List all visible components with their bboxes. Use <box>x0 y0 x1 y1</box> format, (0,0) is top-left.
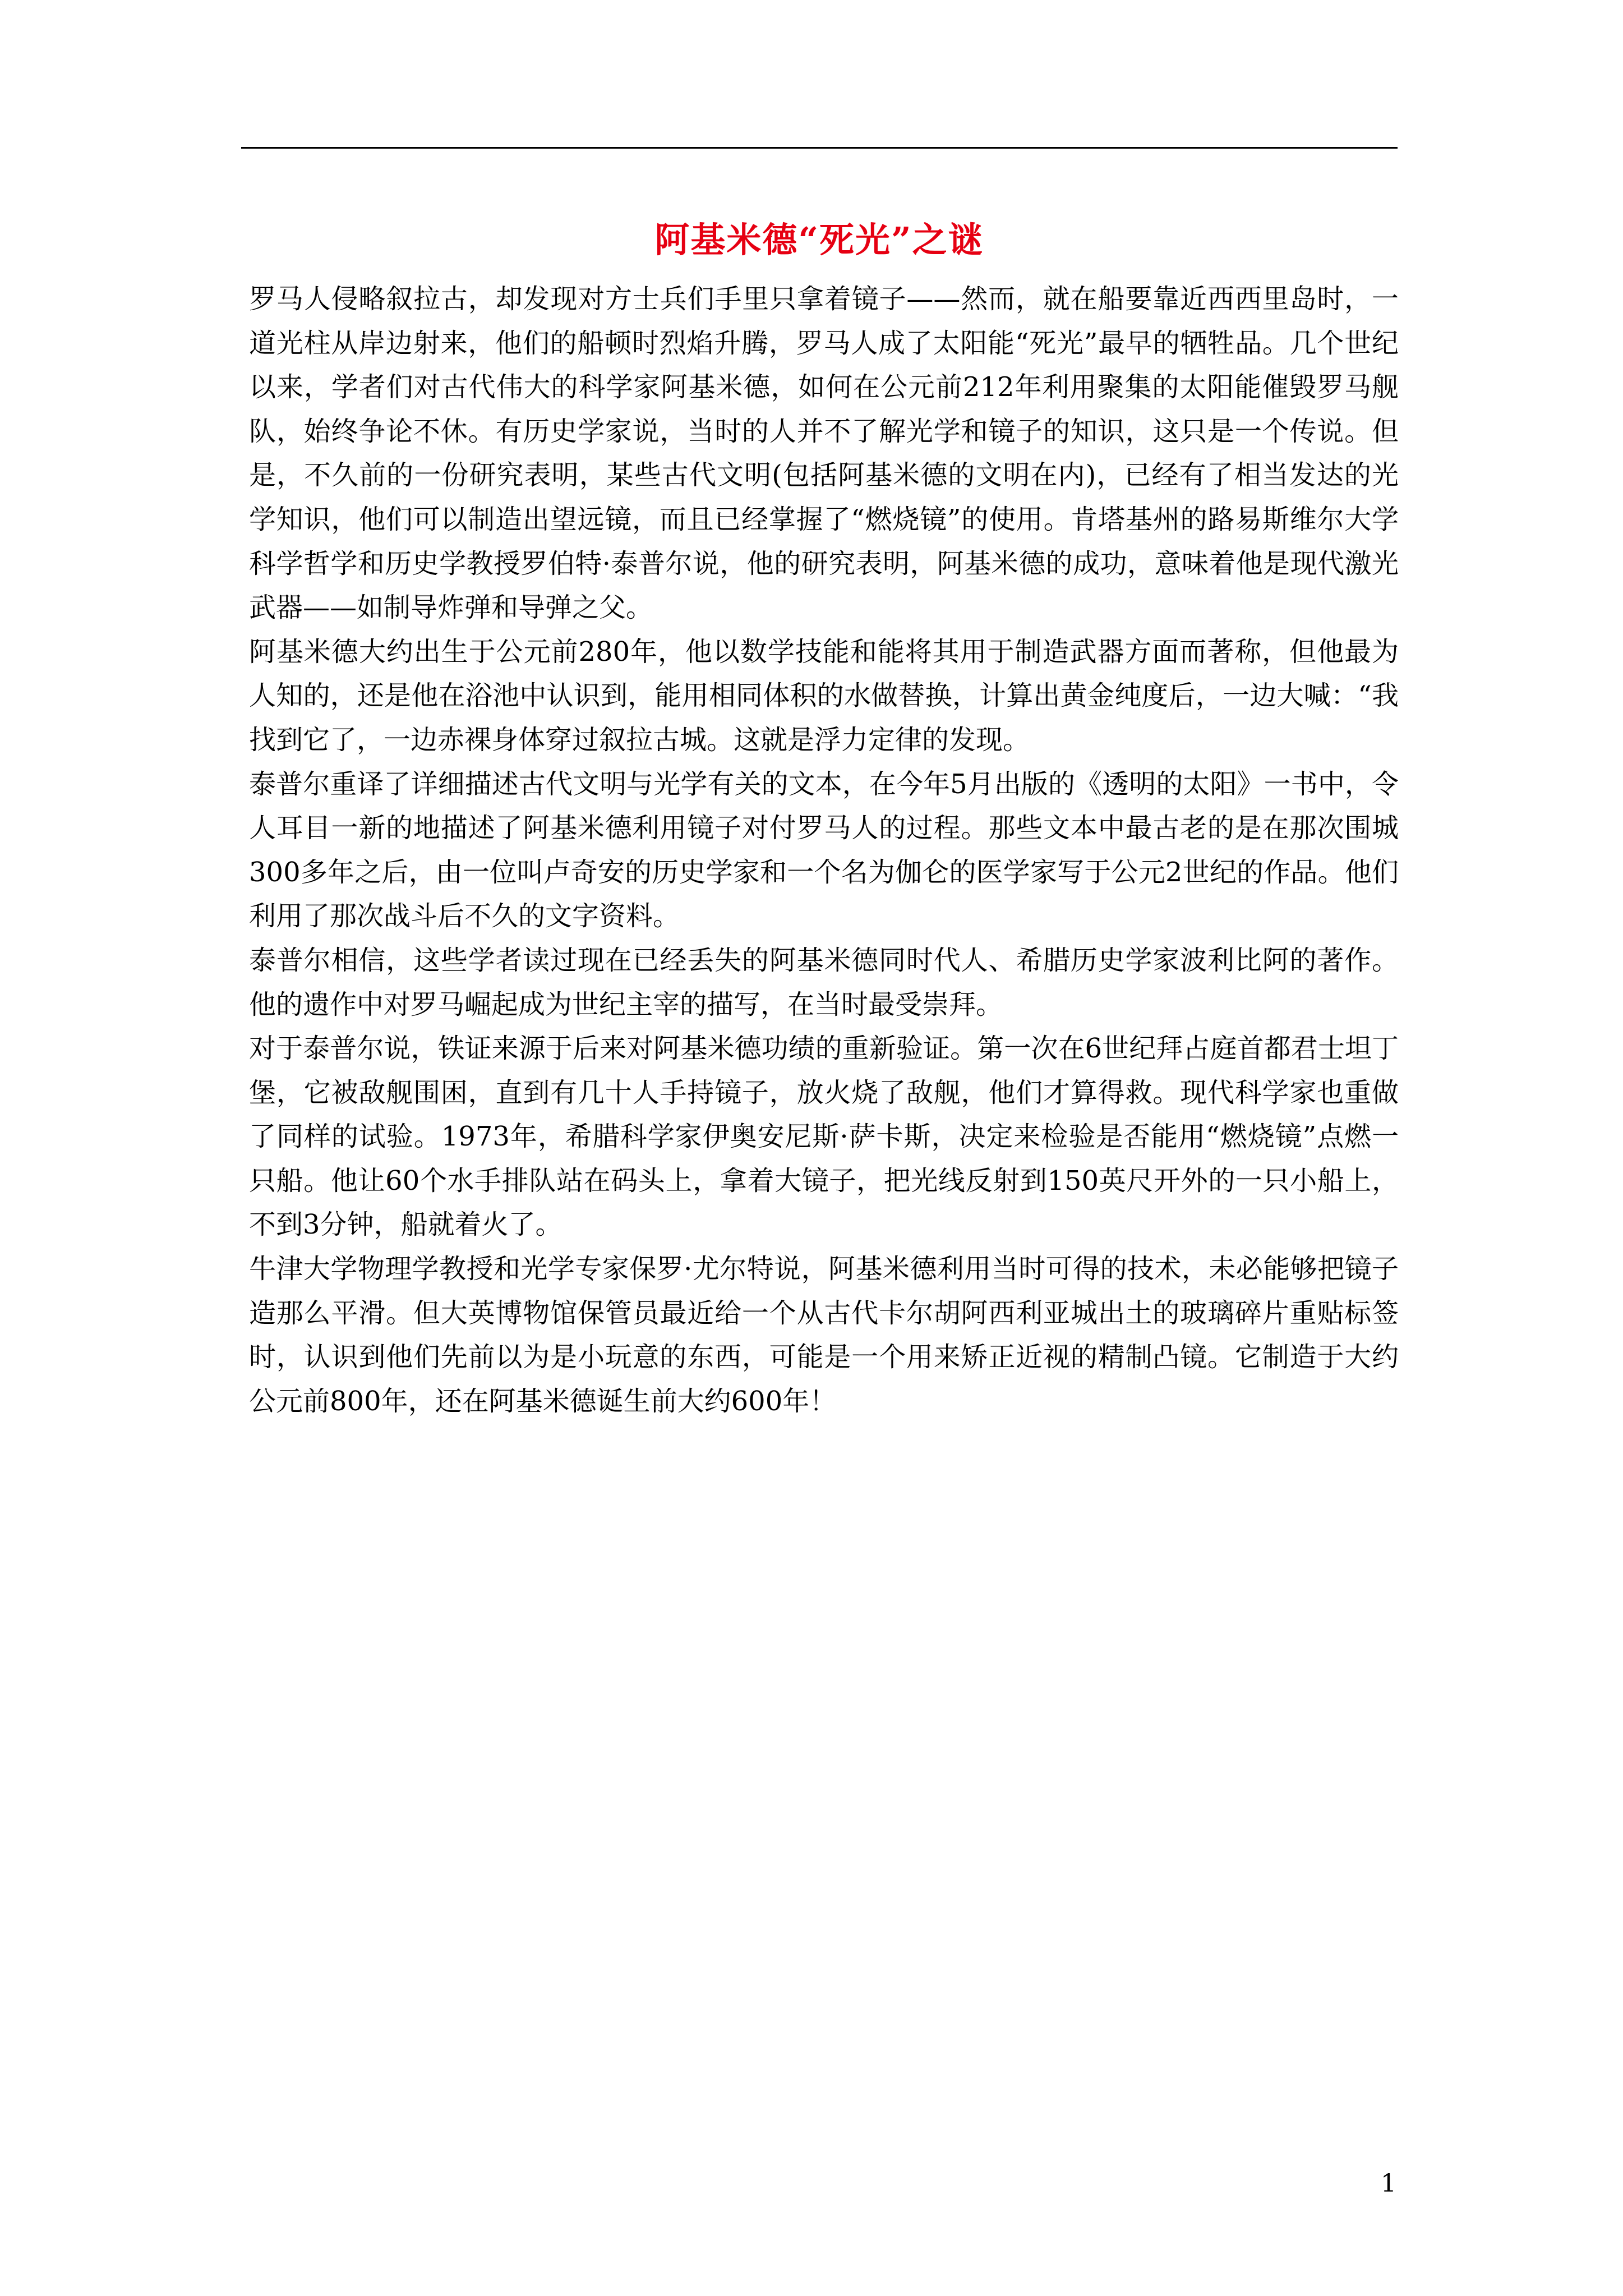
article-body <box>249 277 1399 1423</box>
paragraph-1: 罗马人侵略叙拉古，却发现对方士兵们手里只拿着镜子——然而，就在船要靠近西西里岛时，一道光柱从岸边射来，他们的船顿时烈焰升腾，罗马人成了太阳能“死光”最早的牺牲品。几个世纪以来，学者们对古代伟大的科学家阿基米德，如何在公元前212年利用聚集的太阳能催毁罗马舰队，始终争论不休。有历史学家说，当时的人并不了解光学和镜子的知识，这只是一个传说。但是，不久前的一份研究表明，某些古代文明(包括阿基米德的文明在内)，已经有了相当发达的光学知识，他们可以制造出望远镜，而且已经掌握了“燃烧镜”的使用。肯塔基州的路易斯维尔大学科学哲学和历史学教授罗伯特·泰普尔说，他的研究表明，阿基米德的成功，意味着他是现代激光武器——如制导炸弹和导弹之父。 <box>249 283 1399 624</box>
paragraph-6: 牛津大学物理学教授和光学专家保罗·尤尔特说，阿基米德利用当时可得的技术，未必能够把镜子造那么平滑。但大英博物馆保管员最近给一个从古代卡尔胡阿西利亚城出土的玻璃碎片重贴标签时，认识到他们先前以为是小玩意的东西，可能是一个用来矫正近视的精制凸镜。它制造于大约公元前800年，还在阿基米德诞生前大约600年！ <box>249 1253 1399 1417</box>
paragraph-3: 泰普尔重译了详细描述古代文明与光学有关的文本，在今年5月出版的《透明的太阳》一书中，令人耳目一新的地描述了阿基米德利用镜子对付罗马人的过程。那些文本中最古老的是在那次围城300多年之后，由一位叫卢奇安的历史学家和一个名为伽仑的医学家写于公元2世纪的作品。他们利用了那次战斗后不久的文字资料。 <box>249 768 1399 932</box>
paragraph-2: 阿基米德大约出生于公元前280年，他以数学技能和能将其用于制造武器方面而著称，但他最为人知的，还是他在浴池中认识到，能用相同体积的水做替换，计算出黄金纯度后，一边大喊：“我找到它了，一边赤裸身体穿过叙拉古城。这就是浮力定律的发现。 <box>249 636 1399 756</box>
document-title: 阿基米德“死光”之谜 <box>654 219 984 260</box>
paragraph-4: 泰普尔相信，这些学者读过现在已经丢失的阿基米德同时代人、希腊历史学家波利比阿的著作。他的遗作中对罗马崛起成为世纪主宰的描写，在当时最受崇拜。 <box>249 944 1399 1020</box>
page-number: 1 <box>1381 2169 1396 2198</box>
paragraph-5: 对于泰普尔说，铁证来源于后来对阿基米德功绩的重新验证。第一次在6世纪拜占庭首都君士坦丁堡，它被敌舰围困，直到有几十人手持镜子，放火烧了敌舰，他们才算得救。现代科学家也重做了同样的试验。1973年，希腊科学家伊奥安尼斯·萨卡斯，决定来检验是否能用“燃烧镜”点燃一只船。他让60个水手排队站在码头上，拿着大镜子，把光线反射到150英尺开外的一只小船上，不到3分钟，船就着火了。 <box>249 1033 1399 1241</box>
header-rule <box>241 147 1398 149</box>
